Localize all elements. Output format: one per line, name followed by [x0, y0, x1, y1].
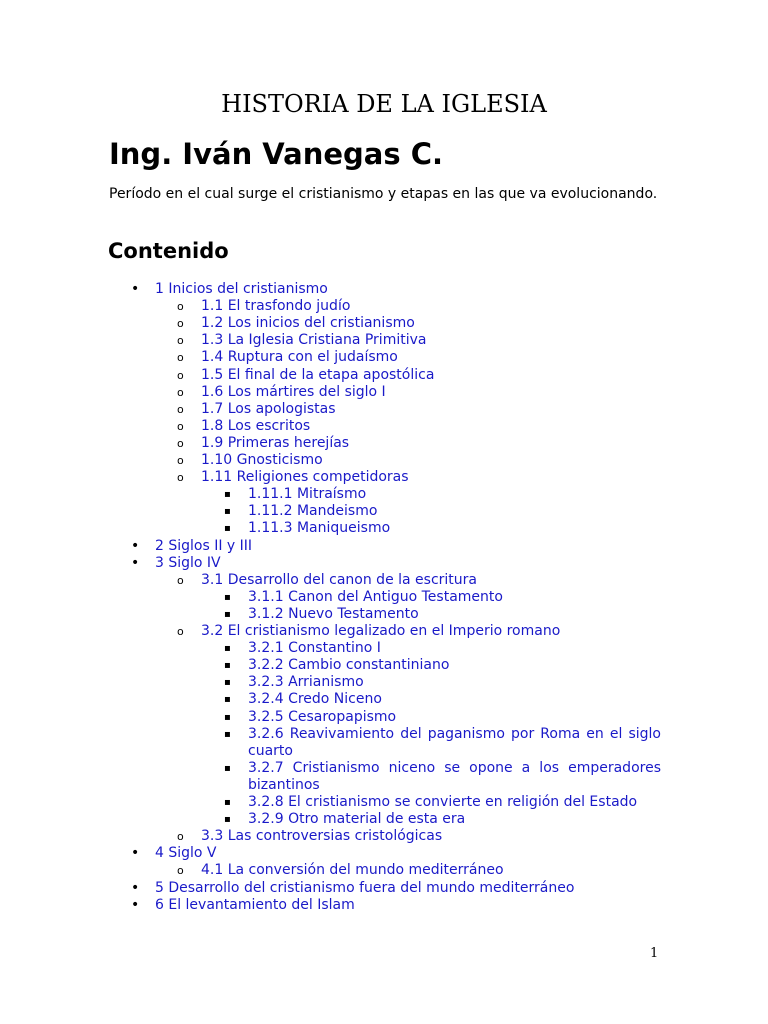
toc-item-level-2 [201, 572, 660, 589]
toc-item-level-3 [248, 709, 661, 726]
toc-link[interactable]: 5 Desarrollo del cristianismo fuera del mundo mediterráneo [155, 879, 575, 896]
toc-link[interactable]: 3.2 El cristianismo legalizado en el Imperio romano [201, 623, 561, 639]
toc-bullet-icon: • [131, 896, 140, 913]
toc-link[interactable]: 2 Siglos II y III [155, 537, 253, 554]
toc-bullet-icon: • [131, 845, 140, 862]
toc-link[interactable]: 1.6 Los mártires del siglo I [201, 383, 386, 400]
toc-item-level-2 [201, 367, 660, 384]
toc-item-level-2 [201, 349, 660, 366]
toc-item-level-2 [201, 435, 660, 452]
toc-item-level-1 [155, 845, 660, 862]
toc-bullet-icon: o [177, 300, 184, 314]
toc-bullet-icon: o [177, 368, 184, 382]
contents-heading: Contenido [108, 239, 229, 263]
toc-link[interactable]: 1.3 La Iglesia Cristiana Primitiva [201, 332, 427, 349]
toc-item-level-3 [248, 589, 661, 606]
toc-bullet-icon: ▪ [224, 523, 231, 535]
toc-bullet-icon: o [177, 454, 184, 467]
toc-bullet-icon: o [177, 864, 184, 878]
toc-link[interactable]: 3.2.7 Cristianismo niceno se opone a los emperadores bizantinos [248, 759, 661, 793]
toc-item-level-3 [248, 657, 661, 674]
toc-bullet-icon: o [177, 351, 184, 365]
toc-item-level-3 [248, 811, 661, 828]
toc-item-level-3 [248, 726, 661, 760]
toc-link[interactable]: 1.8 Los escritos [201, 417, 311, 434]
toc-link[interactable]: 1.11.2 Mandeismo [248, 503, 378, 520]
toc-bullet-icon: o [177, 436, 184, 450]
toc-bullet-icon: ▪ [224, 608, 231, 620]
toc-item-level-2 [201, 418, 660, 435]
toc-bullet-icon: o [177, 573, 184, 587]
toc-link[interactable]: 4 Siglo V [155, 845, 217, 862]
toc-link[interactable]: 1.11 Religiones competidoras [201, 469, 409, 486]
toc-link[interactable]: 3.2.3 Arrianismo [248, 674, 364, 691]
toc-link[interactable]: 1.11.3 Maniqueismo [248, 520, 391, 537]
toc-bullet-icon: o [177, 385, 184, 399]
toc-item-level-2 [201, 332, 660, 349]
toc-link[interactable]: 3.1.2 Nuevo Testamento [248, 605, 419, 622]
toc-link[interactable]: 3.2.1 Constantino I [248, 640, 381, 657]
toc-link[interactable]: 1 Inicios del cristianismo [155, 281, 328, 297]
toc-bullet-icon: ▪ [224, 711, 231, 723]
toc-bullet-icon: • [131, 537, 140, 554]
toc-item-level-3 [248, 640, 661, 657]
toc-link[interactable]: 1.7 Los apologistas [201, 400, 336, 417]
toc-item-level-2 [201, 623, 660, 640]
toc-link[interactable]: 1.1 El trasfondo judío [201, 298, 351, 315]
toc-link[interactable]: 3.1 Desarrollo del canon de la escritura [201, 571, 477, 588]
toc-bullet-icon: • [131, 879, 140, 896]
toc-item-level-3 [248, 691, 661, 708]
toc-link[interactable]: 3.1.1 Canon del Antiguo Testamento [248, 588, 503, 605]
toc-link[interactable]: 1.11.1 Mitraísmo [248, 486, 367, 503]
toc-item-level-1 [155, 555, 660, 572]
toc-link[interactable]: 4.1 La conversión del mundo mediterráneo [201, 862, 504, 879]
author-heading: Ing. Iván Vanegas C. [109, 137, 444, 171]
toc-bullet-icon: o [177, 317, 184, 331]
toc-item-level-3 [248, 794, 661, 811]
toc-bullet-icon: o [177, 419, 184, 433]
toc-bullet-icon: • [131, 281, 140, 297]
toc-bullet-icon: ▪ [224, 591, 231, 603]
toc-item-level-3 [248, 486, 661, 503]
toc-item-level-2 [201, 298, 660, 315]
toc-bullet-icon: ▪ [224, 728, 231, 740]
toc-link[interactable]: 3.2.9 Otro material de esta era [248, 811, 466, 828]
toc-bullet-icon: ▪ [224, 694, 231, 706]
toc-bullet-icon: o [177, 830, 184, 844]
toc-link[interactable]: 3 Siglo IV [155, 554, 221, 571]
toc-item-level-2 [201, 315, 660, 332]
toc-bullet-icon: o [177, 402, 184, 416]
toc-bullet-icon: ▪ [224, 506, 231, 518]
toc-bullet-icon: • [131, 554, 140, 571]
toc-link[interactable]: 3.2.5 Cesaropapismo [248, 708, 397, 725]
toc-link[interactable]: 6 El levantamiento del Islam [155, 896, 355, 913]
toc-bullet-icon: ▪ [224, 643, 231, 655]
toc-bullet-icon: ▪ [224, 677, 231, 689]
toc-link[interactable]: 1.10 Gnosticismo [201, 452, 323, 468]
toc-item-level-1 [155, 897, 660, 914]
toc-link[interactable]: 1.5 El final de la etapa apostólica [201, 366, 435, 383]
toc-link[interactable]: 3.2.8 El cristianismo se convierte en religión del Estado [248, 794, 638, 810]
toc-bullet-icon: ▪ [224, 660, 231, 672]
toc-bullet-icon: o [177, 471, 184, 485]
toc-link[interactable]: 3.2.6 Reavivamiento del paganismo por Roma en el siglo cuarto [248, 725, 661, 759]
toc-item-level-1 [155, 281, 660, 298]
toc-bullet-icon: o [177, 334, 184, 348]
toc-item-level-3 [248, 760, 661, 794]
toc-item-level-2 [201, 862, 660, 879]
toc-item-level-2 [201, 828, 660, 845]
toc-item-level-2 [201, 384, 660, 401]
toc-bullet-icon: ▪ [224, 797, 231, 808]
toc-item-level-2 [201, 469, 660, 486]
toc-link[interactable]: 3.3 Las controversias cristológicas [201, 828, 443, 845]
intro-paragraph: Período en el cual surge el cristianismo y etapas en las que va evolucionando. [109, 186, 658, 202]
toc-link[interactable]: 3.2.4 Credo Niceno [248, 691, 382, 708]
toc-item-level-3 [248, 503, 661, 520]
toc-item-level-2 [201, 401, 660, 418]
toc-link[interactable]: 1.4 Ruptura con el judaísmo [201, 349, 398, 366]
toc-item-level-1 [155, 880, 660, 897]
toc-link[interactable]: 3.2.2 Cambio constantiniano [248, 657, 450, 674]
toc-bullet-icon: ▪ [224, 762, 231, 774]
document-title: HISTORIA DE LA IGLESIA [221, 90, 547, 118]
toc-item-level-3 [248, 606, 661, 623]
toc-item-level-1 [155, 538, 660, 555]
toc-link[interactable]: 1.9 Primeras herejías [201, 434, 350, 451]
toc-item-level-2 [201, 452, 660, 469]
toc-item-level-3 [248, 520, 661, 537]
toc-bullet-icon: ▪ [224, 814, 231, 826]
toc-bullet-icon: o [177, 625, 184, 638]
page-number: 1 [650, 946, 659, 961]
toc-item-level-3 [248, 674, 661, 691]
toc-bullet-icon: ▪ [224, 489, 231, 501]
toc-link[interactable]: 1.2 Los inicios del cristianismo [201, 315, 415, 332]
